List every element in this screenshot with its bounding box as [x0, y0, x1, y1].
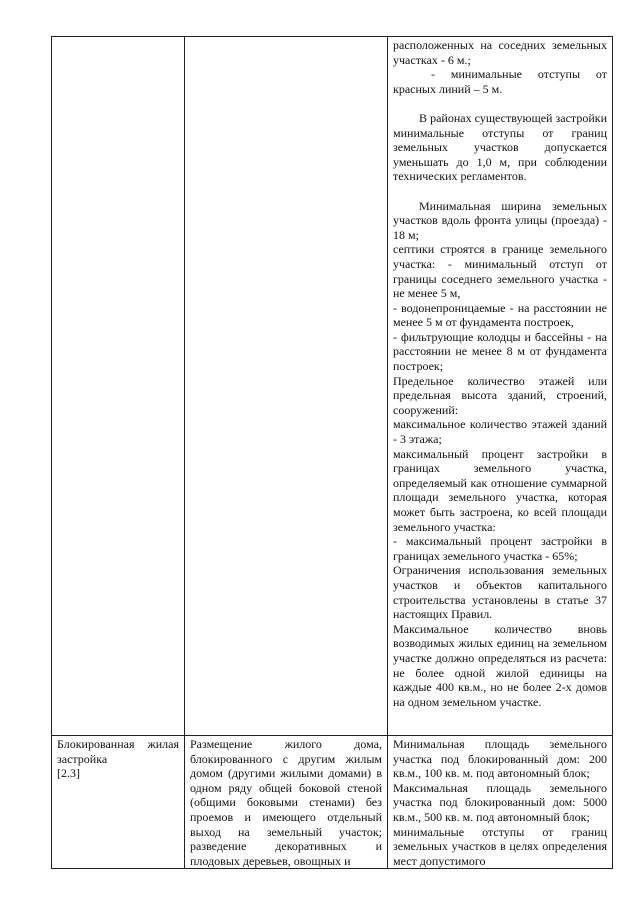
table-cell-use-description: [185, 736, 388, 869]
table-row: [52, 736, 613, 869]
table-cell-use-name: [52, 37, 185, 736]
paragraph: - максимальный процент застройки в границах земельного участка - 65%;: [393, 534, 607, 563]
paragraph: Максимальная площадь земельного участка под блокированный дом: 5000 кв.м., 500 кв. м. под автономный блок;: [393, 780, 607, 824]
table-cell-use-name: [52, 736, 185, 869]
paragraph: Ограничения использования земельных участков и объектов капитального строительства установлены в статье 37 настоящих Правил.: [393, 563, 607, 622]
table-cell-parameters: [388, 736, 613, 869]
table-cell-use-description: [185, 37, 388, 736]
paragraph: - фильтрующие колодцы и бассейны - на расстоянии не менее 8 м от фундамента построек;: [393, 329, 607, 374]
paragraph: расположенных на соседних земельных участках - 6 м.;: [393, 38, 607, 67]
paragraph: максимальное количество этажей зданий - 3 этажа;: [393, 417, 607, 447]
paragraph: - минимальные отступы от красных линий – 5 м.: [393, 67, 607, 96]
paragraph: - водонепроницаемые - на расстоянии не менее 5 м от фундамента построек,: [393, 300, 607, 330]
paragraph: септики строятся в границе земельного участка: - минимальный отступ от границы соседнего земельного участка - не менее 5 м,: [393, 242, 607, 301]
paragraph: Предельное количество этажей или предельная высота зданий, строений, сооружений:: [393, 373, 607, 417]
paragraph: Минимальная площадь земельного участка под блокированный дом: 200 кв.м., 100 кв. м. под автономный блок;: [393, 737, 607, 781]
paragraph: минимальные отступы от границ земельных участков в целях определения мест допустимого: [393, 824, 607, 868]
paragraph: максимальный процент застройки в границах земельного участка, определяемый как отношение суммарной площади земельного участка, которая может быть застроена, ко всей площади земельного участка:: [393, 446, 607, 534]
use-description: Размещение жилого дома, блокированного с другим жилым домом (другими жилыми домами) в одном ряду общей боковой стеной (общими боковыми стенами) без проемов и имеющего отдельный выход на земельный участок; разведение декоративных и плодовых деревьев, овощных и: [190, 737, 382, 868]
paragraph: Максимальное количество вновь возводимых жилых единиц на земельном участке должно определяться из расчета: не более одной жилой единицы на каждые 400 кв.м., но не более 2-х домов на одном земельном участке.: [393, 621, 607, 709]
regulation-table: [51, 36, 613, 869]
use-name: Блокированная жилая застройка: [57, 737, 179, 766]
use-code: [2.3]: [57, 766, 80, 781]
table-cell-parameters: [388, 37, 613, 736]
table-row: [52, 37, 613, 736]
paragraph: В районах существующей застройки минимальные отступы от границ земельных участков допускается уменьшать до 1,0 м, при соблюдении технических регламентов.: [393, 110, 607, 184]
paragraph: Минимальная ширина земельных участков вдоль фронта улицы (проезда) - 18 м;: [393, 198, 607, 242]
